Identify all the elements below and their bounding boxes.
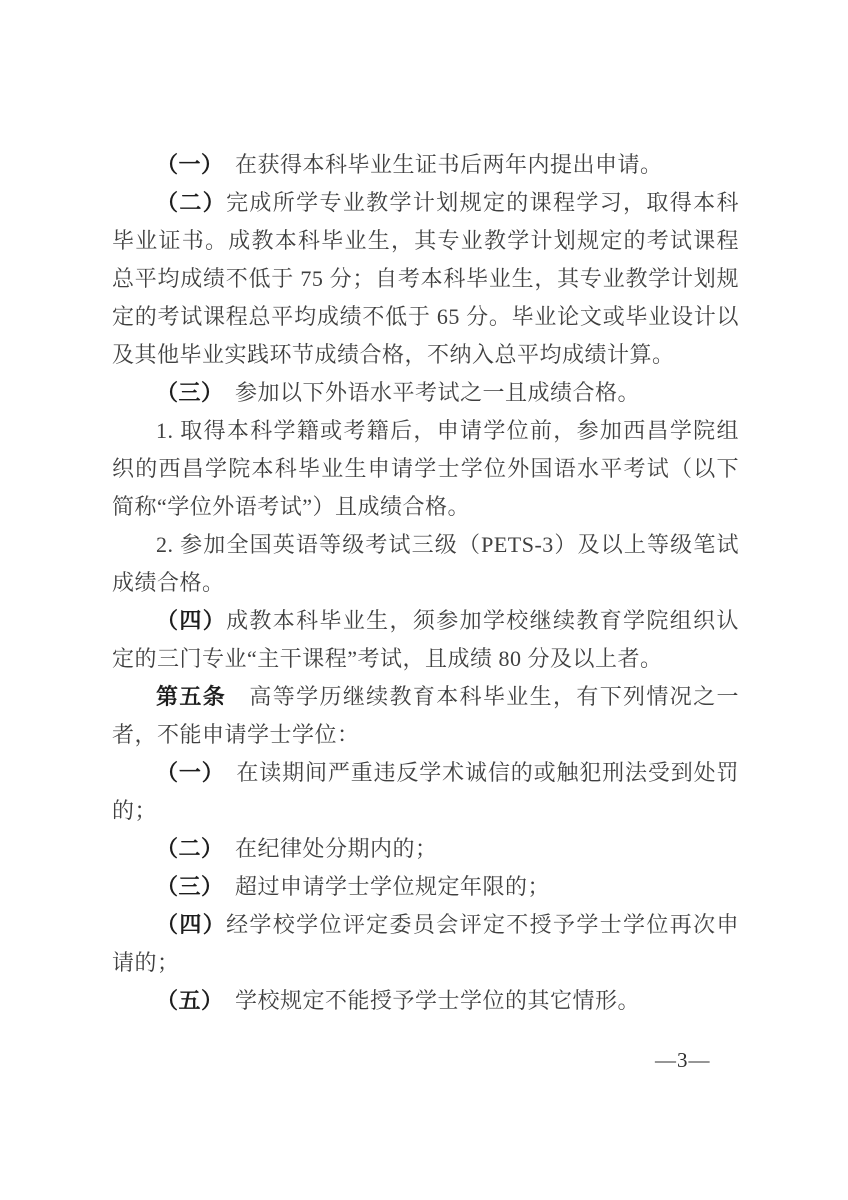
paragraph-item-2: [112, 184, 739, 374]
paragraph-subitem-2: [112, 526, 739, 602]
item-marker: （三）: [156, 380, 213, 405]
item-marker: （一）: [156, 152, 213, 177]
paragraph-text: 经学校学位评定委员会评定不授予学士学位再次申请的；: [112, 912, 739, 975]
document-body: [112, 146, 739, 1020]
paragraph-item-3: [112, 374, 739, 412]
item-marker: （二）: [156, 190, 227, 215]
paragraph-item-5-1: [112, 754, 739, 830]
paragraph-text: 参加以下外语水平考试之一且成绩合格。: [212, 380, 641, 405]
paragraph-text: 成教本科毕业生，须参加学校继续教育学院组织认定的三门专业“主干课程”考试，且成绩 80 分及以上者。: [112, 608, 739, 671]
item-marker: （四）: [156, 608, 227, 633]
article-number: 第五条: [156, 684, 227, 709]
paragraph-item-5-3: [112, 868, 739, 906]
paragraph-text: 在纪律处分期内的；: [212, 836, 438, 861]
paragraph-item-5-5: [112, 982, 739, 1020]
item-marker: （五）: [156, 988, 213, 1013]
paragraph-text: 超过申请学士学位规定年限的；: [212, 874, 551, 899]
item-marker: （三）: [156, 874, 213, 899]
paragraph-text: 完成所学专业教学计划规定的课程学习，取得本科毕业证书。成教本科毕业生，其专业教学计划规定的考试课程总平均成绩不低于 75 分；自考本科毕业生，其专业教学计划规定的考试课程总平均成绩不低于 65 分。毕业论文或毕业设计以及其他毕业实践环节成绩合格，不纳入总平均成绩计算。: [112, 190, 739, 367]
paragraph-item-5-4: [112, 906, 739, 982]
paragraph-item-4: [112, 602, 739, 678]
page-number: —3—: [655, 1048, 711, 1072]
paragraph-item-5-2: [112, 830, 739, 868]
paragraph-text: 2. 参加全国英语等级考试三级（PETS-3）及以上等级笔试成绩合格。: [112, 532, 739, 595]
paragraph-subitem-1: [112, 412, 739, 526]
paragraph-text: 1. 取得本科学籍或考籍后，申请学位前，参加西昌学院组织的西昌学院本科毕业生申请学士学位外国语水平考试（以下简称“学位外语考试”）且成绩合格。: [112, 418, 739, 519]
paragraph-item-1: [112, 146, 739, 184]
paragraph-text: 学校规定不能授予学士学位的其它情形。: [212, 988, 641, 1013]
item-marker: （一）: [156, 760, 214, 785]
item-marker: （四）: [156, 912, 227, 937]
paragraph-article-5: [112, 678, 739, 754]
paragraph-text: 在读期间严重违反学术诚信的或触犯刑法受到处罚的；: [112, 760, 739, 823]
item-marker: （二）: [156, 836, 213, 861]
paragraph-text: 在获得本科毕业生证书后两年内提出申请。: [212, 152, 663, 177]
paragraph-text: 高等学历继续教育本科毕业生，有下列情况之一者，不能申请学士学位：: [112, 684, 739, 747]
